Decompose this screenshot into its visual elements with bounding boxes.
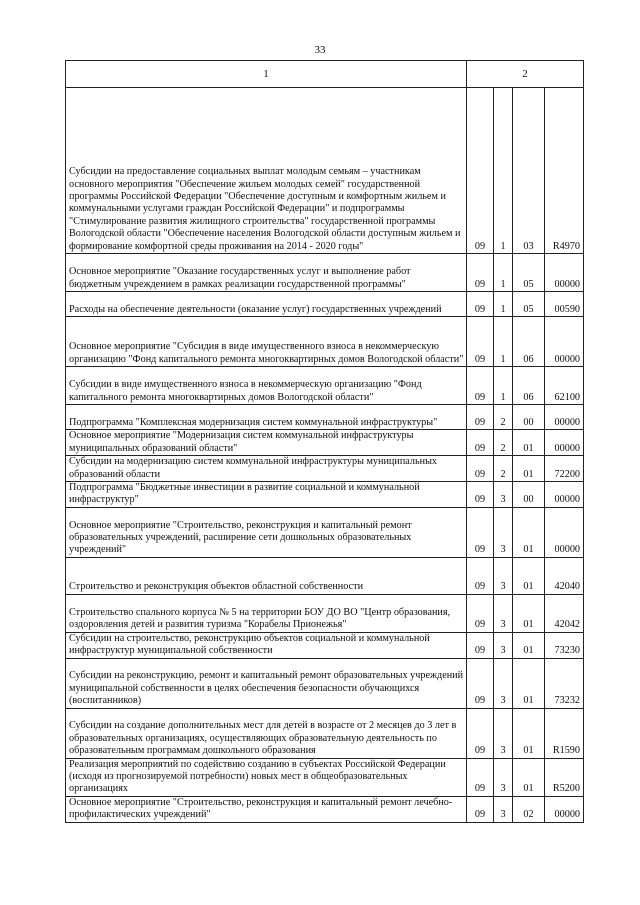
code-event: 06 bbox=[513, 317, 545, 367]
code-direction: R4970 bbox=[545, 88, 584, 254]
row-description: Основное мероприятие "Строительство, реконструкция и капитальный ремонт образовательных учреждений, расширение сети дошкольных образовательных учреждений" bbox=[66, 507, 467, 557]
code-event: 01 bbox=[513, 758, 545, 796]
budget-table bbox=[65, 60, 584, 823]
table-row bbox=[66, 507, 584, 557]
row-description: Реализация мероприятий по содействию созданию в субъектах Российской Федерации (исходя из прогнозируемой потребности) новых мест в общеобразовательных организациях bbox=[66, 758, 467, 796]
row-description: Подпрограмма "Комплексная модернизация систем коммунальной инфраструктуры" bbox=[66, 405, 467, 430]
table-row bbox=[66, 658, 584, 708]
code-event: 01 bbox=[513, 507, 545, 557]
code-program: 1 bbox=[494, 88, 513, 254]
code-program: 3 bbox=[494, 632, 513, 658]
code-event: 01 bbox=[513, 430, 545, 456]
table-row bbox=[66, 796, 584, 822]
code-section: 09 bbox=[467, 367, 494, 405]
row-description: Расходы на обеспечение деятельности (оказание услуг) государственных учреждений bbox=[66, 292, 467, 317]
code-program: 3 bbox=[494, 796, 513, 822]
row-description: Субсидии на строительство, реконструкцию объектов социальной и коммунальной инфраструктур муниципальной собственности bbox=[66, 632, 467, 658]
code-section: 09 bbox=[467, 758, 494, 796]
table-row bbox=[66, 594, 584, 632]
header-col-2: 2 bbox=[467, 61, 584, 88]
code-event: 02 bbox=[513, 796, 545, 822]
code-event: 01 bbox=[513, 708, 545, 758]
code-direction: 73232 bbox=[545, 658, 584, 708]
code-program: 1 bbox=[494, 367, 513, 405]
header-col-1: 1 bbox=[66, 61, 467, 88]
table-row bbox=[66, 317, 584, 367]
header-row bbox=[66, 61, 584, 88]
code-direction: 42042 bbox=[545, 594, 584, 632]
row-description: Основное мероприятие "Субсидия в виде имущественного взноса в некоммерческую организацию "Фонд капитального ремонта многоквартирных домов Вологодской области" bbox=[66, 317, 467, 367]
row-description: Строительство спального корпуса № 5 на территории БОУ ДО ВО "Центр образования, оздоровления детей и развития туризма "Корабелы Прионежья" bbox=[66, 594, 467, 632]
row-description: Субсидии на предоставление социальных выплат молодым семьям – участникам основного мероприятия "Обеспечение жильем молодых семей" государственной программы Российской Федерации "Обеспечение доступным и комфортным жильем и коммунальными услугами граждан Российской Федерации" и подпрограммы "Стимулирование развития жилищного строительства" государственной программы Вологодской области "Обеспечение населения Вологодской области доступным жильем и формирование комфортной среды проживания на 2014 - 2020 годы" bbox=[66, 88, 467, 254]
code-section: 09 bbox=[467, 456, 494, 482]
code-event: 01 bbox=[513, 658, 545, 708]
code-direction: 00590 bbox=[545, 292, 584, 317]
code-section: 09 bbox=[467, 557, 494, 594]
code-program: 2 bbox=[494, 405, 513, 430]
row-description: Субсидии в виде имущественного взноса в некоммерческую организацию "Фонд капитального ремонта многоквартирных домов Вологодской области" bbox=[66, 367, 467, 405]
row-description: Подпрограмма "Бюджетные инвестиции в развитие социальной и коммунальной инфраструктур" bbox=[66, 482, 467, 508]
code-section: 09 bbox=[467, 88, 494, 254]
table-row bbox=[66, 632, 584, 658]
table-row bbox=[66, 482, 584, 508]
code-program: 3 bbox=[494, 758, 513, 796]
page-number: 33 bbox=[314, 44, 326, 56]
code-event: 06 bbox=[513, 367, 545, 405]
code-section: 09 bbox=[467, 482, 494, 508]
code-event: 01 bbox=[513, 594, 545, 632]
code-event: 01 bbox=[513, 632, 545, 658]
code-section: 09 bbox=[467, 254, 494, 292]
code-program: 3 bbox=[494, 507, 513, 557]
code-program: 3 bbox=[494, 708, 513, 758]
code-event: 05 bbox=[513, 254, 545, 292]
table-row bbox=[66, 557, 584, 594]
code-direction: 00000 bbox=[545, 405, 584, 430]
code-direction: 00000 bbox=[545, 317, 584, 367]
code-program: 2 bbox=[494, 456, 513, 482]
code-direction: R1590 bbox=[545, 708, 584, 758]
code-event: 01 bbox=[513, 557, 545, 594]
table-row bbox=[66, 758, 584, 796]
code-direction: 00000 bbox=[545, 254, 584, 292]
code-program: 3 bbox=[494, 658, 513, 708]
code-section: 09 bbox=[467, 430, 494, 456]
code-direction: R5200 bbox=[545, 758, 584, 796]
table-row bbox=[66, 88, 584, 254]
code-event: 00 bbox=[513, 482, 545, 508]
row-description: Субсидии на реконструкцию, ремонт и капитальный ремонт образовательных учреждений муниципальной собственности в целях обеспечения безопасности обучающихся (воспитанников) bbox=[66, 658, 467, 708]
row-description: Субсидии на создание дополнительных мест для детей в возрасте от 2 месяцев до 3 лет в образовательных организациях, осуществляющих образовательную деятельность по образовательным программам дошкольного образования bbox=[66, 708, 467, 758]
table-row bbox=[66, 708, 584, 758]
code-program: 3 bbox=[494, 557, 513, 594]
row-description: Субсидии на модернизацию систем коммунальной инфраструктуры муниципальных образований области bbox=[66, 456, 467, 482]
code-event: 05 bbox=[513, 292, 545, 317]
code-direction: 00000 bbox=[545, 507, 584, 557]
code-direction: 00000 bbox=[545, 796, 584, 822]
row-description: Строительство и реконструкция объектов областной собственности bbox=[66, 557, 467, 594]
code-direction: 00000 bbox=[545, 482, 584, 508]
code-section: 09 bbox=[467, 507, 494, 557]
code-section: 09 bbox=[467, 632, 494, 658]
code-program: 1 bbox=[494, 317, 513, 367]
code-section: 09 bbox=[467, 292, 494, 317]
table-row bbox=[66, 430, 584, 456]
code-program: 1 bbox=[494, 292, 513, 317]
code-event: 00 bbox=[513, 405, 545, 430]
code-program: 1 bbox=[494, 254, 513, 292]
code-event: 03 bbox=[513, 88, 545, 254]
code-program: 3 bbox=[494, 594, 513, 632]
code-program: 3 bbox=[494, 482, 513, 508]
code-section: 09 bbox=[467, 658, 494, 708]
code-direction: 62100 bbox=[545, 367, 584, 405]
code-section: 09 bbox=[467, 594, 494, 632]
code-program: 2 bbox=[494, 430, 513, 456]
code-section: 09 bbox=[467, 708, 494, 758]
code-section: 09 bbox=[467, 796, 494, 822]
row-description: Основное мероприятие "Модернизация систем коммунальной инфраструктуры муниципальных образований области" bbox=[66, 430, 467, 456]
code-event: 01 bbox=[513, 456, 545, 482]
code-section: 09 bbox=[467, 405, 494, 430]
code-direction: 00000 bbox=[545, 430, 584, 456]
table-row bbox=[66, 292, 584, 317]
code-direction: 72200 bbox=[545, 456, 584, 482]
table-row bbox=[66, 405, 584, 430]
code-section: 09 bbox=[467, 317, 494, 367]
table-row bbox=[66, 367, 584, 405]
code-direction: 73230 bbox=[545, 632, 584, 658]
table-row bbox=[66, 254, 584, 292]
row-description: Основное мероприятие "Оказание государственных услуг и выполнение работ бюджетным учреждением в рамках реализации государственной программы" bbox=[66, 254, 467, 292]
code-direction: 42040 bbox=[545, 557, 584, 594]
table-row bbox=[66, 456, 584, 482]
row-description: Основное мероприятие "Строительство, реконструкция и капитальный ремонт лечебно-профилактических учреждений" bbox=[66, 796, 467, 822]
